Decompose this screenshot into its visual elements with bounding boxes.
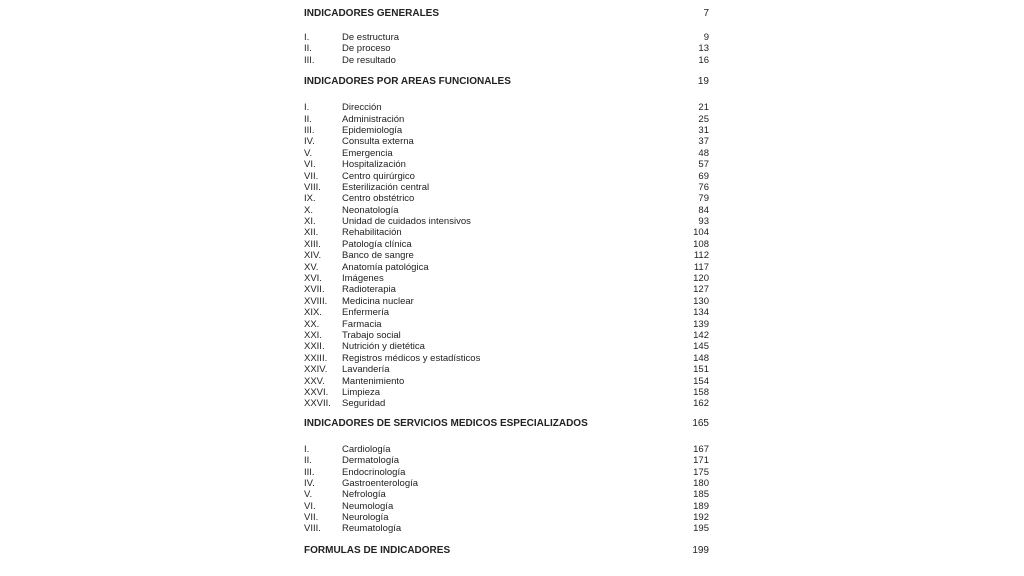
entry-numeral: IV. <box>304 477 315 489</box>
entry-label: Epidemiología <box>342 124 403 136</box>
entry-page-number: 148 <box>693 352 709 364</box>
entry-label: Esterilización central <box>342 181 430 193</box>
toc-entry <box>304 227 709 238</box>
entry-numeral: VI. <box>304 500 316 512</box>
toc-entry <box>304 387 709 398</box>
toc-entry <box>304 148 709 159</box>
entry-numeral: XII. <box>304 227 319 239</box>
entry-numeral: XXVI. <box>304 386 329 398</box>
section-page-number: 7 <box>703 8 709 19</box>
section-page-number: 19 <box>697 76 709 88</box>
entry-label: Reumatología <box>342 523 402 535</box>
section-title: INDICADORES POR AREAS FUNCIONALES <box>304 76 511 88</box>
toc-entry <box>304 319 709 330</box>
entry-label: De proceso <box>342 43 391 55</box>
entry-label: Gastroenterología <box>342 477 419 489</box>
entry-numeral: XIX. <box>304 307 322 319</box>
entry-label: De resultado <box>342 54 396 66</box>
entry-label: De estructura <box>342 32 400 43</box>
entry-page-number: 112 <box>693 250 709 262</box>
entry-label: Seguridad <box>342 398 386 410</box>
entry-page-number: 171 <box>693 455 709 467</box>
entry-numeral: V. <box>304 147 313 159</box>
entry-label: Farmacia <box>342 318 382 330</box>
section-heading <box>304 545 709 557</box>
entry-label: Nefrología <box>342 489 386 501</box>
entry-page-number: 57 <box>698 159 709 171</box>
toc-section <box>304 8 709 66</box>
entry-numeral: VI. <box>304 159 316 171</box>
toc-entry <box>304 330 709 341</box>
entry-page-number: 195 <box>693 523 709 535</box>
entry-label: Limpieza <box>342 386 381 398</box>
entry-label: Registros médicos y estadísticos <box>342 352 481 364</box>
entry-numeral: XV. <box>304 261 319 273</box>
section-title: INDICADORES GENERALES <box>304 8 440 19</box>
entry-numeral: I. <box>304 102 310 114</box>
entry-page-number: 139 <box>693 318 709 330</box>
entry-page-number: 142 <box>693 329 709 341</box>
toc-entry <box>304 489 709 500</box>
entry-page-number: 79 <box>698 193 709 205</box>
section-page-number: 199 <box>692 544 709 556</box>
toc-entry <box>304 455 709 466</box>
entry-page-number: 16 <box>698 54 709 66</box>
entry-numeral: VIII. <box>304 181 321 193</box>
entry-numeral: III. <box>304 124 315 136</box>
entry-numeral: XXV. <box>304 375 325 387</box>
entry-numeral: XIII. <box>304 238 321 250</box>
entry-page-number: 130 <box>693 295 709 307</box>
entry-label: Nutrición y dietética <box>342 341 425 353</box>
entry-page-number: 162 <box>693 398 709 410</box>
entry-numeral: X. <box>304 204 313 216</box>
toc-entry <box>304 398 709 409</box>
section-heading <box>304 76 709 88</box>
toc-entry <box>304 512 709 523</box>
entry-page-number: 189 <box>693 500 709 512</box>
entry-page-number: 69 <box>698 170 709 182</box>
toc-entry <box>304 114 709 125</box>
entry-numeral: VII. <box>304 512 319 524</box>
toc-entry <box>304 171 709 182</box>
toc-entry <box>304 284 709 295</box>
toc-section <box>304 545 709 557</box>
section-title: FORMULAS DE INDICADORES <box>304 544 451 556</box>
toc-entry <box>304 125 709 136</box>
entry-numeral: IX. <box>304 193 316 205</box>
entry-page-number: 120 <box>693 273 709 285</box>
toc-entry <box>304 159 709 170</box>
toc-entry <box>304 55 709 66</box>
toc-entry <box>304 32 709 43</box>
section-title: INDICADORES DE SERVICIOS MEDICOS ESPECIALIZADOS <box>304 417 588 429</box>
entry-numeral: VIII. <box>304 523 321 535</box>
entry-numeral: VII. <box>304 170 319 182</box>
entry-page-number: 84 <box>698 204 709 216</box>
toc-entry <box>304 467 709 478</box>
entry-page-number: 175 <box>693 466 709 478</box>
toc-entry <box>304 353 709 364</box>
entry-label: Emergencia <box>342 147 393 159</box>
entry-numeral: XXIV. <box>304 364 328 376</box>
toc-entry <box>304 376 709 387</box>
table-of-contents <box>304 8 709 557</box>
entry-page-number: 185 <box>693 489 709 501</box>
toc-entry <box>304 182 709 193</box>
entry-numeral: IV. <box>304 136 315 148</box>
toc-entry <box>304 307 709 318</box>
toc-entry <box>304 250 709 261</box>
toc-entry-list <box>304 32 709 66</box>
entry-numeral: XXII. <box>304 341 325 353</box>
toc-entry <box>304 43 709 54</box>
toc-entry <box>304 193 709 204</box>
entry-numeral: XIV. <box>304 250 322 262</box>
entry-numeral: XVIII. <box>304 295 328 307</box>
entry-label: Neumología <box>342 500 394 512</box>
entry-label: Hospitalización <box>342 159 406 171</box>
entry-label: Anatomía patológica <box>342 261 429 273</box>
entry-numeral: III. <box>304 466 315 478</box>
section-page-number: 165 <box>692 417 709 429</box>
entry-label: Trabajo social <box>342 329 401 341</box>
entry-numeral: XXIII. <box>304 352 328 364</box>
entry-page-number: 127 <box>693 284 709 296</box>
toc-entry <box>304 239 709 250</box>
entry-page-number: 192 <box>693 512 709 524</box>
toc-entry <box>304 478 709 489</box>
toc-entry <box>304 136 709 147</box>
entry-page-number: 158 <box>693 386 709 398</box>
entry-numeral: XX. <box>304 318 320 330</box>
toc-entry-list <box>304 444 709 535</box>
entry-label: Imágenes <box>342 273 384 285</box>
entry-page-number: 104 <box>693 227 709 239</box>
entry-numeral: XXI. <box>304 329 322 341</box>
entry-label: Neurología <box>342 512 389 524</box>
entry-numeral: II. <box>304 113 312 125</box>
toc-entry <box>304 501 709 512</box>
entry-numeral: XVI. <box>304 273 322 285</box>
section-heading <box>304 8 709 20</box>
toc-section <box>304 76 709 410</box>
entry-label: Rehabilitación <box>342 227 402 239</box>
entry-page-number: 93 <box>698 216 709 228</box>
toc-entry <box>304 205 709 216</box>
entry-label: Administración <box>342 113 405 125</box>
entry-page-number: 108 <box>693 238 709 250</box>
entry-page-number: 25 <box>698 113 709 125</box>
entry-label: Medicina nuclear <box>342 295 414 307</box>
entry-numeral: I. <box>304 32 310 43</box>
entry-page-number: 134 <box>693 307 709 319</box>
entry-numeral: I. <box>304 443 310 455</box>
entry-page-number: 117 <box>693 261 709 273</box>
entry-label: Centro obstétrico <box>342 193 415 205</box>
toc-entry <box>304 341 709 352</box>
entry-label: Consulta externa <box>342 136 414 148</box>
entry-label: Dirección <box>342 102 382 114</box>
entry-numeral: XXVII. <box>304 398 331 410</box>
toc-entry <box>304 364 709 375</box>
entry-page-number: 31 <box>698 124 709 136</box>
toc-entry <box>304 273 709 284</box>
entry-numeral: XVII. <box>304 284 325 296</box>
entry-page-number: 167 <box>693 443 709 455</box>
toc-entry <box>304 296 709 307</box>
entry-page-number: 76 <box>698 181 709 193</box>
toc-entry <box>304 216 709 227</box>
entry-label: Endocrinología <box>342 466 406 478</box>
entry-page-number: 13 <box>698 43 709 55</box>
entry-page-number: 151 <box>693 364 709 376</box>
entry-label: Cardiología <box>342 443 391 455</box>
entry-numeral: II. <box>304 43 312 55</box>
entry-page-number: 145 <box>693 341 709 353</box>
entry-label: Mantenimiento <box>342 375 405 387</box>
entry-page-number: 37 <box>698 136 709 148</box>
entry-label: Unidad de cuidados intensivos <box>342 216 471 228</box>
entry-label: Lavandería <box>342 364 390 376</box>
entry-label: Neonatología <box>342 204 399 216</box>
entry-numeral: II. <box>304 455 312 467</box>
toc-entry <box>304 444 709 455</box>
toc-entry <box>304 262 709 273</box>
entry-label: Centro quirúrgico <box>342 170 415 182</box>
entry-label: Patología clínica <box>342 238 412 250</box>
entry-label: Radioterapia <box>342 284 396 296</box>
toc-entry-list <box>304 102 709 410</box>
entry-numeral: XI. <box>304 216 316 228</box>
toc-entry <box>304 523 709 534</box>
entry-page-number: 48 <box>698 147 709 159</box>
toc-entry <box>304 102 709 113</box>
entry-label: Dermatología <box>342 455 400 467</box>
entry-label: Enfermería <box>342 307 389 319</box>
toc-section <box>304 418 709 535</box>
entry-page-number: 180 <box>693 477 709 489</box>
entry-page-number: 9 <box>703 32 709 43</box>
entry-numeral: V. <box>304 489 313 501</box>
section-heading <box>304 418 709 430</box>
entry-numeral: III. <box>304 54 315 66</box>
entry-page-number: 154 <box>693 375 709 387</box>
entry-label: Banco de sangre <box>342 250 414 262</box>
entry-page-number: 21 <box>698 102 709 114</box>
